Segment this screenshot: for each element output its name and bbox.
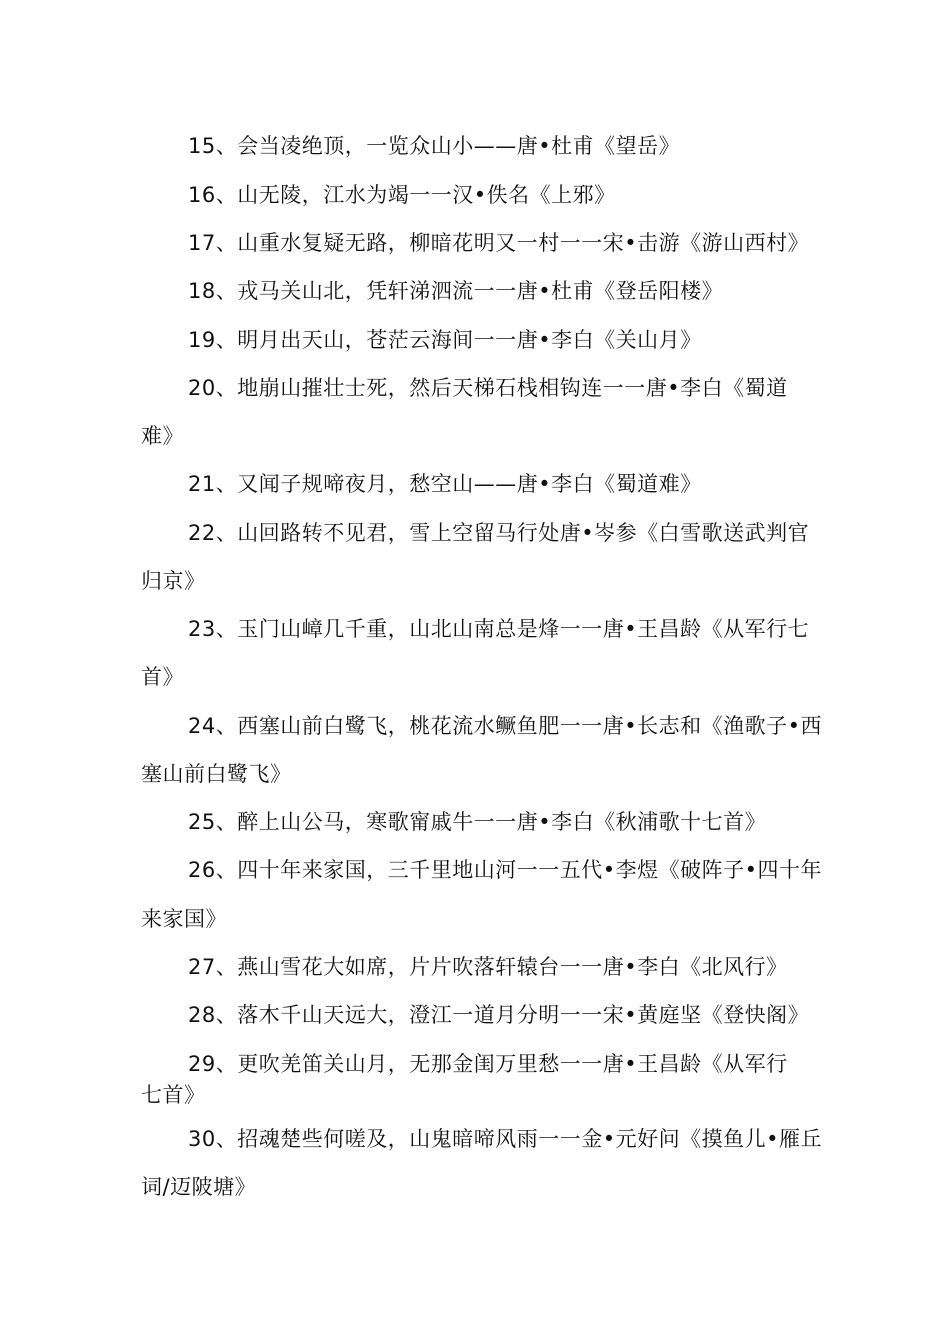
- poem-line-23: 23、玉门山嶂几千重，山北山南总是烽一一唐•王昌龄《从军行七: [188, 617, 810, 641]
- poem-line-23-cont: 首》: [141, 665, 184, 689]
- poem-line-16: 16、山无陵，江水为竭一一汉•佚名《上邪》: [188, 183, 616, 207]
- poem-line-22-cont: 归京》: [141, 569, 206, 593]
- poem-line-27: 27、燕山雪花大如席，片片吹落轩辕台一一唐•李白《北风行》: [188, 955, 788, 979]
- poem-line-29: 29、更吹羌笛关山月，无那金闺万里愁一一唐•王昌龄《从军行: [188, 1052, 788, 1076]
- poem-line-21: 21、又闻子规啼夜月，愁空山——唐•李白《蜀道难》: [188, 472, 702, 496]
- poem-line-22: 22、山回路转不见君，雪上空留马行处唐•岑参《白雪歌送武判官: [188, 521, 810, 545]
- poem-line-19: 19、明月出天山，苍茫云海间一一唐•李白《关山月》: [188, 328, 702, 352]
- poem-line-24: 24、西塞山前白鹭飞，桃花流水鳜鱼肥一一唐•长志和《渔歌子•西: [188, 714, 822, 738]
- poem-line-26-cont: 来家国》: [141, 907, 227, 931]
- poem-line-29-cont: 七首》: [141, 1083, 206, 1107]
- poem-line-24-cont: 塞山前白鹭飞》: [141, 762, 292, 786]
- poem-line-18: 18、戎马关山北，凭轩涕泗流一一唐•杜甫《登岳阳楼》: [188, 279, 724, 303]
- poem-line-20: 20、地崩山摧壮士死，然后天梯石栈相钩连一一唐•李白《蜀道: [188, 376, 788, 400]
- poem-line-26: 26、四十年来家国，三千里地山河一一五代•李煜《破阵子•四十年: [188, 858, 822, 882]
- poem-line-25: 25、醉上山公马，寒歌甯戚牛一一唐•李白《秋浦歌十七首》: [188, 810, 767, 834]
- poem-line-15: 15、会当凌绝顶，一览众山小——唐•杜甫《望岳》: [188, 134, 681, 158]
- poem-line-28: 28、落木千山天远大，澄江一道月分明一一宋•黄庭坚《登快阁》: [188, 1003, 810, 1027]
- poem-line-30-cont: 词/迈陂塘》: [141, 1175, 257, 1199]
- poem-line-17: 17、山重水复疑无路，柳暗花明又一村一一宋•击游《游山西村》: [188, 231, 810, 255]
- poem-line-20-cont: 难》: [141, 424, 184, 448]
- poem-line-30: 30、招魂楚些何嗟及，山鬼暗啼风雨一一金•元好问《摸鱼儿•雁丘: [188, 1127, 822, 1151]
